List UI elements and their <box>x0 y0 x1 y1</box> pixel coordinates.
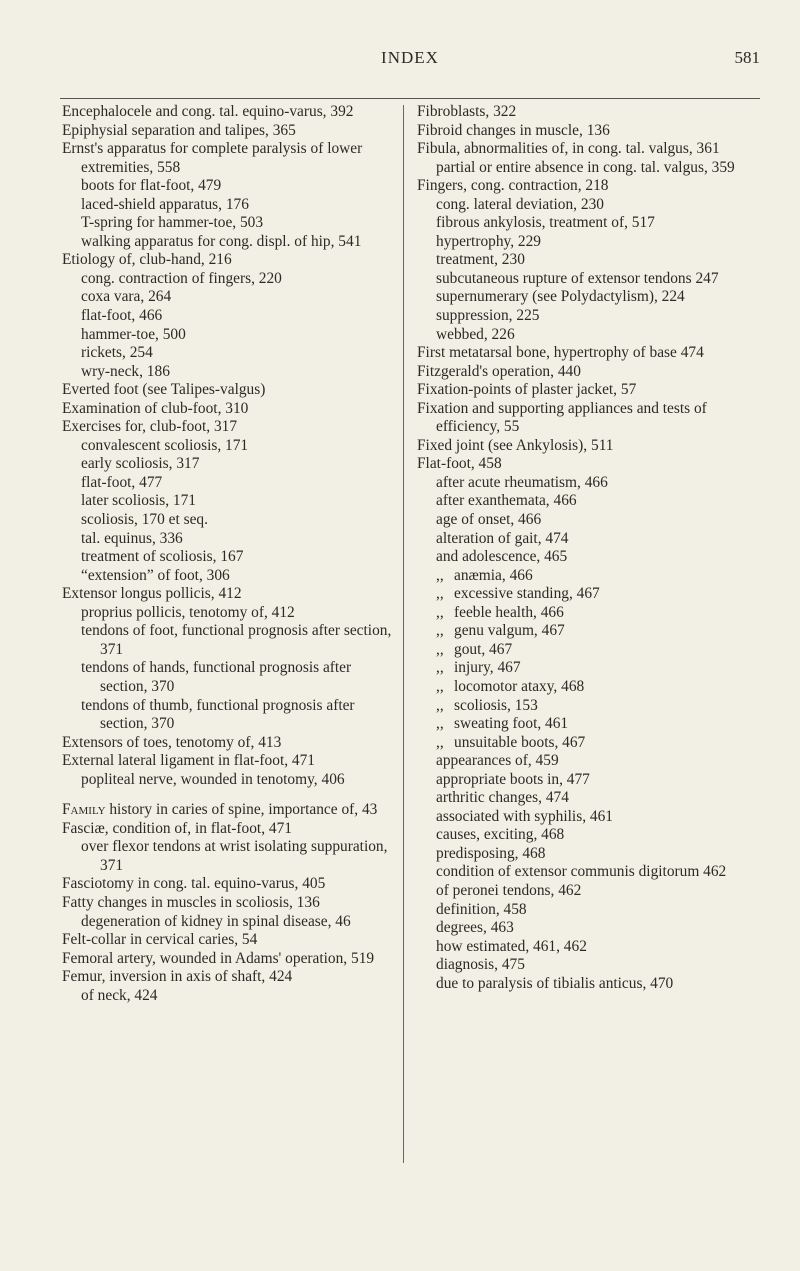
entry-text: Examination of club-foot, 310 <box>62 399 249 417</box>
index-entry <box>62 326 392 345</box>
entry-text: Femur, inversion in axis of shaft, 424 <box>62 968 293 986</box>
index-entry <box>62 511 392 530</box>
index-entry <box>417 159 747 178</box>
entry-text: Fixation-points of plaster jacket, 57 <box>417 381 637 399</box>
index-entry <box>417 251 747 270</box>
index-entry <box>417 938 747 957</box>
entry-text: Fibroblasts, 322 <box>417 103 517 120</box>
entry-text: Felt-collar in cervical caries, 54 <box>62 931 258 949</box>
ditto-mark: ,, <box>436 696 444 714</box>
index-entry <box>62 801 392 820</box>
index-entry <box>417 233 747 252</box>
entry-text: gout, 467 <box>454 640 513 658</box>
index-entry <box>417 103 747 122</box>
entry-text: alteration of gait, 474 <box>436 529 569 547</box>
index-entry <box>62 288 392 307</box>
entry-text: subcutaneous rupture of extensor tendons 247 <box>436 269 719 287</box>
entry-text: popliteal nerve, wounded in tenotomy, 406 <box>81 770 345 788</box>
ditto-mark: ,, <box>436 733 444 751</box>
entry-text: history in caries of spine, importance of, 43 <box>105 801 378 819</box>
index-entry <box>62 913 392 932</box>
entry-text: “extension” of foot, 306 <box>81 566 230 584</box>
index-entry <box>417 697 747 716</box>
left-index-column <box>62 103 392 1005</box>
entry-text: hammer-toe, 500 <box>81 325 186 343</box>
page-header <box>60 48 760 72</box>
ditto-mark: ,, <box>436 715 444 733</box>
entry-text: webbed, 226 <box>436 325 515 343</box>
index-entry <box>417 771 747 790</box>
index-entry <box>62 418 392 437</box>
index-entry <box>62 363 392 382</box>
index-entry <box>62 474 392 493</box>
entry-text: Fingers, cong. contraction, 218 <box>417 177 609 195</box>
entry-text: convalescent scoliosis, 171 <box>81 436 249 454</box>
entry-text: Fixed joint (see Ankylosis), 511 <box>417 436 614 454</box>
index-entry <box>62 968 392 987</box>
index-entry <box>417 511 747 530</box>
index-entry <box>417 437 747 456</box>
entry-text: hypertrophy, 229 <box>436 232 542 250</box>
entry-text: walking apparatus for cong. displ. of hip, 541 <box>81 232 362 250</box>
index-entry <box>62 659 392 696</box>
index-entry <box>417 567 747 586</box>
entry-text: condition of extensor communis digitorum 462 <box>436 863 727 881</box>
entry-text: Fixation and supporting appliances and tests of efficiency, 55 <box>417 399 707 436</box>
entry-text: early scoliosis, 317 <box>81 455 200 473</box>
entry-text: diagnosis, 475 <box>436 956 525 974</box>
entry-text: Encephalocele and cong. tal. equino-varus, 392 <box>62 103 354 120</box>
entry-text: age of onset, 466 <box>436 511 542 529</box>
entry-text: Flat-foot, 458 <box>417 455 502 473</box>
entry-text: cong. lateral deviation, 230 <box>436 195 604 213</box>
entry-text: scoliosis, 170 et seq. <box>81 511 208 529</box>
header-rule <box>60 98 760 99</box>
index-entry <box>62 492 392 511</box>
index-entry <box>417 975 747 994</box>
entry-text: causes, exciting, 468 <box>436 826 565 844</box>
index-entry <box>417 381 747 400</box>
index-entry <box>417 122 747 141</box>
entry-text: treatment, 230 <box>436 251 525 269</box>
entry-text: laced-shield apparatus, 176 <box>81 195 249 213</box>
entry-text: flat-foot, 466 <box>81 307 163 325</box>
index-entry <box>62 344 392 363</box>
index-entry <box>62 400 392 419</box>
index-entry <box>62 140 392 177</box>
entry-text: Everted foot (see Talipes-valgus) <box>62 381 266 399</box>
ditto-mark: ,, <box>436 659 444 677</box>
ditto-mark: ,, <box>436 603 444 621</box>
index-entry <box>62 585 392 604</box>
entry-text: unsuitable boots, 467 <box>454 733 586 751</box>
entry-text: supernumerary (see Polydactylism), 224 <box>436 288 685 306</box>
index-entry <box>417 901 747 920</box>
index-entry <box>62 177 392 196</box>
index-entry <box>417 492 747 511</box>
entry-text: appropriate boots in, 477 <box>436 770 590 788</box>
entry-text: scoliosis, 153 <box>454 696 538 714</box>
ditto-mark: ,, <box>436 677 444 695</box>
index-entry <box>417 678 747 697</box>
index-entry <box>62 734 392 753</box>
index-entry <box>62 455 392 474</box>
entry-text: definition, 458 <box>436 900 527 918</box>
index-entry <box>62 771 392 790</box>
index-entry <box>62 894 392 913</box>
index-entry <box>62 548 392 567</box>
entry-headword: Family <box>62 801 106 819</box>
index-entry <box>417 622 747 641</box>
index-entry <box>62 697 392 734</box>
entry-text: locomotor ataxy, 468 <box>454 677 585 695</box>
index-entry <box>62 604 392 623</box>
entry-text: suppression, 225 <box>436 307 540 325</box>
entry-text: Fibula, abnormalities of, in cong. tal. valgus, 361 <box>417 140 720 158</box>
index-entry <box>417 140 747 159</box>
index-entry <box>62 530 392 549</box>
entry-text: over flexor tendons at wrist isolating suppuration, 371 <box>81 838 388 874</box>
index-entry <box>417 474 747 493</box>
entry-text: feeble health, 466 <box>454 603 564 621</box>
entry-text: and adolescence, 465 <box>436 548 568 566</box>
index-entry <box>417 863 747 882</box>
entry-text: First metatarsal bone, hypertrophy of base 474 <box>417 344 704 362</box>
entry-text: predisposing, 468 <box>436 844 546 862</box>
index-entry <box>417 344 747 363</box>
index-entry <box>417 548 747 567</box>
entry-text: tendons of thumb, functional prognosis after section, 370 <box>81 696 355 733</box>
index-entry <box>417 196 747 215</box>
entry-text: due to paralysis of tibialis anticus, 470 <box>436 974 674 992</box>
entry-text: Fatty changes in muscles in scoliosis, 136 <box>62 893 320 911</box>
entry-text: anæmia, 466 <box>454 566 533 584</box>
entry-text: flat-foot, 477 <box>81 473 163 491</box>
index-entry <box>62 196 392 215</box>
index-entry <box>417 659 747 678</box>
index-entry <box>417 363 747 382</box>
index-entry <box>417 752 747 771</box>
index-entry <box>417 882 747 901</box>
entry-text: Extensors of toes, tenotomy of, 413 <box>62 733 282 751</box>
entry-text: sweating foot, 461 <box>454 715 569 733</box>
index-entry <box>62 251 392 270</box>
index-entry <box>62 567 392 586</box>
ditto-mark: ,, <box>436 566 444 584</box>
entry-text: genu valgum, 467 <box>454 622 565 640</box>
entry-text: later scoliosis, 171 <box>81 492 196 510</box>
index-entry <box>62 622 392 659</box>
index-entry <box>417 789 747 808</box>
entry-text: arthritic changes, 474 <box>436 789 569 807</box>
index-entry <box>417 307 747 326</box>
index-entry <box>62 214 392 233</box>
index-entry <box>417 530 747 549</box>
entry-text: Extensor longus pollicis, 412 <box>62 585 242 603</box>
right-index-column <box>417 103 747 993</box>
index-entry <box>417 214 747 233</box>
entry-text: Fitzgerald's operation, 440 <box>417 362 581 380</box>
page-number: 581 <box>734 48 760 67</box>
entry-text: Ernst's apparatus for complete paralysis of lower extremities, 558 <box>62 140 363 176</box>
entry-text: proprius pollicis, tenotomy of, 412 <box>81 603 295 621</box>
index-entry <box>62 381 392 400</box>
index-entry <box>417 826 747 845</box>
index-entry <box>62 270 392 289</box>
index-entry <box>417 400 747 437</box>
entry-text: boots for flat-foot, 479 <box>81 177 222 195</box>
entry-text: External lateral ligament in flat-foot, 471 <box>62 752 315 770</box>
index-entry <box>417 956 747 975</box>
index-entry <box>62 122 392 141</box>
index-entry <box>417 919 747 938</box>
index-entry <box>62 437 392 456</box>
index-entry <box>417 455 747 474</box>
index-entry <box>417 734 747 753</box>
index-entry <box>417 270 747 289</box>
index-entry <box>417 715 747 734</box>
index-entry <box>417 326 747 345</box>
index-entry <box>62 987 392 1006</box>
index-entry <box>62 950 392 969</box>
index-entry <box>62 838 392 875</box>
entry-text: appearances of, 459 <box>436 752 559 770</box>
page-title: INDEX <box>381 48 439 67</box>
index-entry <box>62 875 392 894</box>
index-entry <box>417 845 747 864</box>
entry-text: after acute rheumatism, 466 <box>436 473 608 491</box>
ditto-mark: ,, <box>436 585 444 603</box>
index-entry <box>62 233 392 252</box>
entry-text: associated with syphilis, 461 <box>436 807 613 825</box>
index-entry <box>62 820 392 839</box>
entry-text: partial or entire absence in cong. tal. valgus, 359 <box>436 158 735 176</box>
entry-text: after exanthemata, 466 <box>436 492 577 510</box>
entry-text: degrees, 463 <box>436 919 514 937</box>
index-entry <box>417 585 747 604</box>
entry-text: of neck, 424 <box>81 986 158 1004</box>
entry-text: tendons of foot, functional prognosis after section, 371 <box>81 622 392 658</box>
entry-text: wry-neck, 186 <box>81 362 170 380</box>
entry-text: fibrous ankylosis, treatment of, 517 <box>436 214 655 232</box>
entry-text: T-spring for hammer-toe, 503 <box>81 214 264 232</box>
entry-text: Femoral artery, wounded in Adams' operation, 519 <box>62 949 375 967</box>
ditto-mark: ,, <box>436 640 444 658</box>
entry-text: Exercises for, club-foot, 317 <box>62 418 238 436</box>
entry-text: Fibroid changes in muscle, 136 <box>417 121 610 139</box>
entry-text: tal. equinus, 336 <box>81 529 183 547</box>
entry-text: rickets, 254 <box>81 344 153 362</box>
index-entry <box>62 931 392 950</box>
entry-text: Etiology of, club-hand, 216 <box>62 251 232 269</box>
index-entry <box>417 604 747 623</box>
entry-text: of peronei tendons, 462 <box>436 881 582 899</box>
entry-text: excessive standing, 467 <box>454 585 600 603</box>
entry-text: cong. contraction of fingers, 220 <box>81 269 282 287</box>
entry-text: Fasciotomy in cong. tal. equino-varus, 405 <box>62 875 326 893</box>
entry-text: Epiphysial separation and talipes, 365 <box>62 121 296 139</box>
index-entry <box>417 808 747 827</box>
entry-text: tendons of hands, functional prognosis after section, 370 <box>81 659 352 695</box>
entry-text: injury, 467 <box>454 659 521 677</box>
index-entry <box>62 307 392 326</box>
entry-text: coxa vara, 264 <box>81 288 172 306</box>
entry-text: Fasciæ, condition of, in flat-foot, 471 <box>62 819 292 837</box>
index-entry <box>62 752 392 771</box>
index-entry <box>417 288 747 307</box>
entry-text: treatment of scoliosis, 167 <box>81 548 244 566</box>
index-entry <box>417 177 747 196</box>
ditto-mark: ,, <box>436 622 444 640</box>
index-entry <box>417 641 747 660</box>
column-divider <box>403 105 404 1163</box>
index-entry <box>62 103 392 122</box>
entry-text: how estimated, 461, 462 <box>436 937 587 955</box>
entry-text: degeneration of kidney in spinal disease, 46 <box>81 912 351 930</box>
